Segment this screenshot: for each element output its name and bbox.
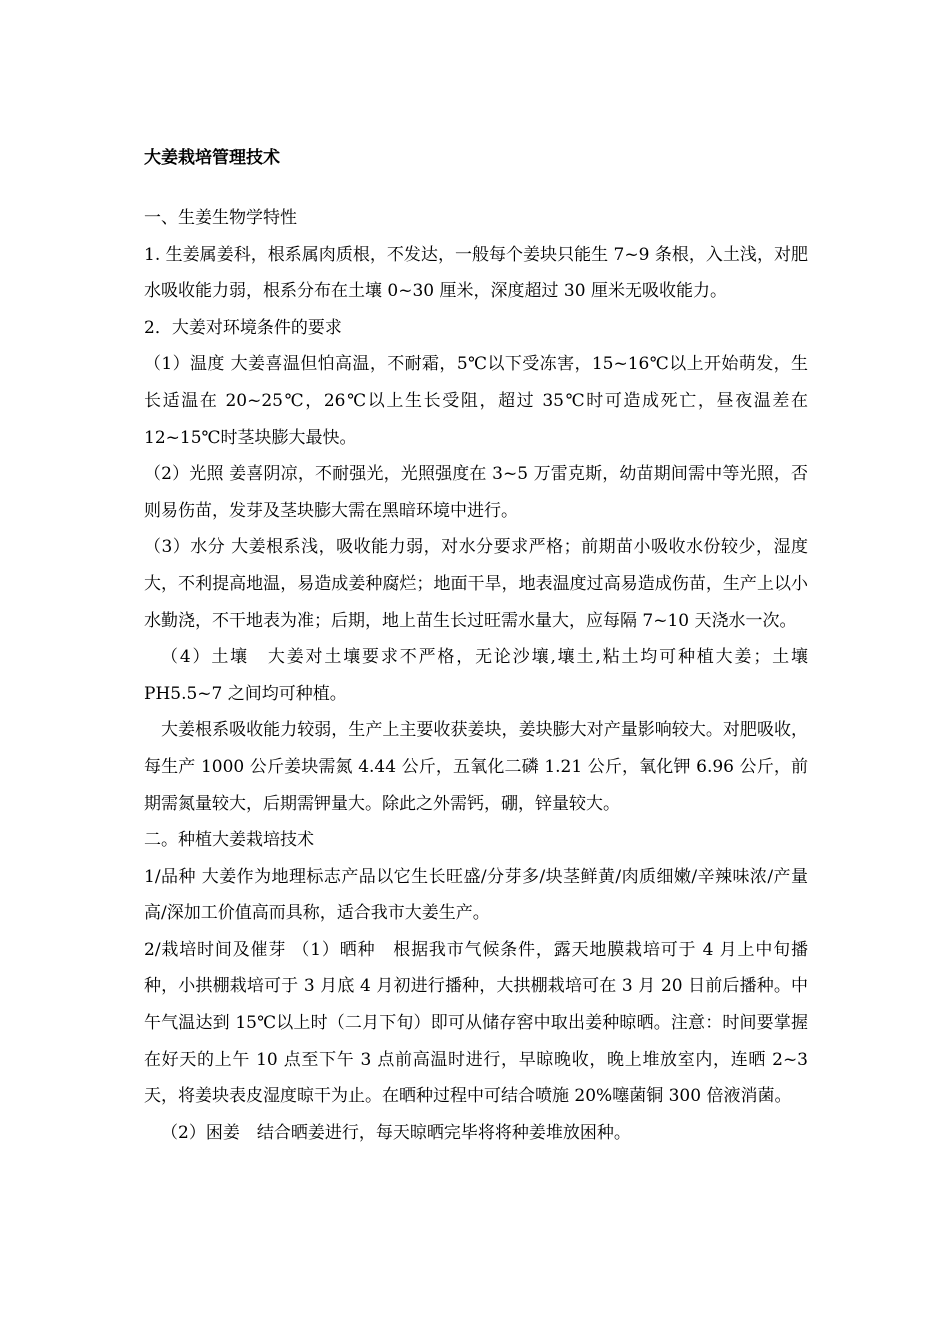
paragraph-soil: （4）土壤 大姜对土壤要求不严格，无论沙壤,壤土,粘土均可种植大姜；土壤 PH5.5~7 之间均可种植。 (144, 647, 808, 704)
document-title: 大姜栽培管理技术 (144, 148, 280, 168)
paragraph-variety: 1/品种 大姜作为地理标志产品以它生长旺盛/分芽多/块茎鲜黄/肉质细嫩/辛辣味浓/产量高/深加工价值高而具称，适合我市大姜生产。 (144, 866, 808, 924)
subheading-environment: 2．大姜对环境条件的要求 (144, 317, 342, 338)
paragraph-water: （3）水分 大姜根系浅，吸收能力弱，对水分要求严格；前期苗小吸收水份较少，湿度大，不利提高地温，易造成姜种腐烂；地面干旱，地表温度过高易造成伤苗，生产上以小水勤浇，不干地表为准；后期，地上苗生长过旺需水量大，应每隔 7~10 天浇水一次。 (144, 537, 808, 631)
section-heading-biology: 一、生姜生物学特性 (144, 208, 297, 228)
document-page (144, 140, 808, 1151)
paragraph-root-system: 1. 生姜属姜科，根系属肉质根，不发达，一般每个姜块只能生 7~9 条根，入土浅，对肥水吸收能力弱，根系分布在土壤 0~30 厘米，深度超过 30 厘米无吸收能力。 (144, 244, 808, 302)
paragraph-sowing-time: 2/栽培时间及催芽 （1）晒种 根据我市气候条件，露天地膜栽培可于 4 月上中旬播种，小拱棚栽培可于 3 月底 4 月初进行播种，大拱棚栽培可在 3 月 20 日前后播种。中午气温达到 15℃以上时（二月下旬）即可从储存窖中取出姜种晾晒。注意：时间要掌握在好天的上午 10 点至下午 3 点前高温时进行，早晾晚收，晚上堆放室内，连晒 2~3 天，将姜块表皮湿度晾干为止。在晒种过程中可结合喷施 20%噻菌铜 300 倍液消菌。 (144, 939, 808, 1107)
paragraph-light: （2）光照 姜喜阴凉，不耐强光，光照强度在 3~5 万雷克斯，幼苗期间需中等光照，否则易伤苗，发芽及茎块膨大需在黑暗环境中进行。 (144, 464, 808, 521)
paragraph-storage: （2）困姜 结合晒姜进行，每天晾晒完毕将将种姜堆放困种。 (161, 1122, 631, 1143)
section-heading-cultivation: 二。种植大姜栽培技术 (144, 830, 314, 851)
paragraph-temperature: （1）温度 大姜喜温但怕高温，不耐霜，5℃以下受冻害，15~16℃以上开始萌发，生长适温在 20~25℃，26℃以上生长受阻，超过 35℃时可造成死亡，昼夜温差在 12~15℃时茎块膨大最快。 (144, 354, 808, 448)
paragraph-fertilizer: 大姜根系吸收能力较弱，生产上主要收获姜块，姜块膨大对产量影响较大。对肥吸收，每生产 1000 公斤姜块需氮 4.44 公斤，五氧化二磷 1.21 公斤，氧化钾 6.96 公斤，前期需氮量较大，后期需钾量大。除此之外需钙，硼，锌量较大。 (144, 720, 808, 814)
